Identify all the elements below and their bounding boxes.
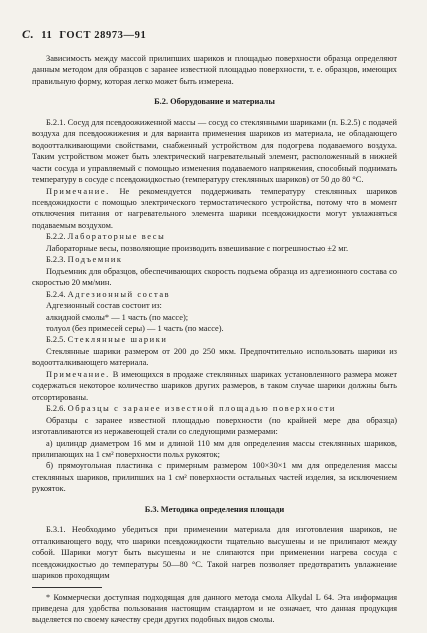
footnote: * Коммерчески доступная подходящая для данного метода смола Alkydal L 64. Эта информация приведена для удобства пользования настоящим стандартом и не означает, что данная продукция выделяется по своему качеству среди других подобных видов смолы.: [32, 593, 397, 625]
list-item: толуол (без примесей серы) — 1 часть (по массе).: [46, 323, 224, 333]
section-b3-title: Б.3. Методика определения площади: [144, 504, 285, 514]
header-letter: С.: [22, 27, 35, 41]
page-number: 11: [41, 30, 53, 41]
paragraph-b2-1: Б.2.1. Сосуд для псевдоожиженной массы — сосуд со стеклянными шариками (п. Б.2.5) с подачей воздуха для псевдоожижения и для варианта применения шариков из материала, не обладающего водоотталкивающими свойствами, снабженный устройством для подогрева подаваемого воздуха. Таким устройством может быть электрический нагревательный элемент, расположенный в нижней части сосуда и управляемый с помощью изменения подаваемого напряжения, способный поднимать температуру в сосуде с псевдожидкостью (температуру стеклянных шариков) от 50 до 80 °С.: [32, 117, 397, 185]
item-title: Стеклянные шарики: [67, 335, 168, 345]
item-number: Б.2.2.: [46, 232, 66, 242]
list-item-a: а) цилиндр диаметром 16 мм и длиной 110 мм для определения массы стеклянных шариков, прилипающих на 1 см² поверхности польх рукояток;: [32, 438, 397, 459]
item-title: Подъемник: [67, 255, 123, 265]
note-b2-5: [32, 369, 397, 403]
note-label: Примечание.: [46, 186, 110, 196]
section-b2-title: Б.2. Оборудование и материалы: [154, 97, 275, 107]
paragraph-b2-3: Подъемник для образцов, обеспечивающих скорость подъема образца из адгезионного состава со скоростью 20 мм/мин.: [32, 266, 397, 288]
heading-b2-4: [32, 289, 397, 300]
heading-b2-2: [32, 231, 397, 242]
item-title: Образцы с заранее известной площадью поверхности: [67, 404, 336, 414]
paragraph-b2-6: Образцы с заранее известной площадью поверхности (по крайней мере два образца) изготавливаются из нержавеющей стали со следующими размерами:: [32, 415, 397, 437]
heading-b2-6: [32, 403, 397, 414]
note-b2-1: [32, 186, 397, 232]
item-number: Б.2.6.: [46, 404, 66, 414]
paragraph-b3-1: Б.3.1. Необходимо убедиться при применении материала для изготовления шариков, не отталкивающего воду, что шарики псевдожидкости тщательно высушены и не прилипают между собой. Шарики могут быть высушены и не слипаются при применении нагрева сосуда с псевдожидкостью до температуры 50—80 °С. Такой нагрев позволяет предотвратить увлажнение шариков проходящим: [32, 525, 397, 581]
note-label: Примечание.: [46, 369, 110, 379]
item-title: Адгезионный состав: [67, 289, 171, 299]
list-item: алкидной смолы* — 1 часть (по массе);: [46, 312, 189, 322]
note-text: Не рекомендуется поддерживать температуру стеклянных шариков псевдожидкости с помощью электрического термостатического устройства, потому что в момент отключения питания от нагревательного элемента шарики псевдожидкости могут увлажняться подаваемым воздухом.: [32, 186, 397, 230]
heading-b2-5: [32, 334, 397, 345]
item-title: Лабораторные весы: [67, 232, 166, 242]
list-item-b: б) прямоугольная пластинка с примерным размером 100×30×1 мм для определения массы стеклянных шариков, прилипших на 1 см² поверхности остальных частей изделия, за исключением рукояток.: [32, 461, 397, 494]
item-number: Б.2.4.: [46, 289, 66, 299]
heading-b2-3: [32, 254, 397, 265]
item-number: Б.2.5.: [46, 335, 66, 345]
paragraph-b2-2: Лабораторные весы, позволяющие производить взвешивание с погрешностью ±2 мг.: [46, 243, 349, 253]
paragraph-b2-5: Стеклянные шарики размером от 200 до 250 мкм. Предпочтительно использовать шарики из водоотталкивающего материала.: [32, 346, 397, 368]
intro-paragraph: Зависимость между массой прилипших шариков и площадью поверхности образца определяют данным методом для образцов с заранее известной площадью поверхности, т. е. образцов, имеющих правильную форму, которая легко может быть измерена.: [32, 54, 397, 86]
page-header: [22, 27, 153, 42]
paragraph-b2-4: Адгезионный состав состоит из:: [46, 301, 162, 311]
standard-code: ГОСТ 28973—91: [59, 30, 147, 41]
item-number: Б.2.3.: [46, 255, 66, 265]
note-text: В имеющихся в продаже стеклянных шариках установленного размера может содержаться некоторое количество шариков других размеров, в таком случае шарики должны быть отсортированы.: [32, 369, 398, 402]
page-body: [32, 53, 397, 625]
footnote-divider: [32, 587, 102, 588]
